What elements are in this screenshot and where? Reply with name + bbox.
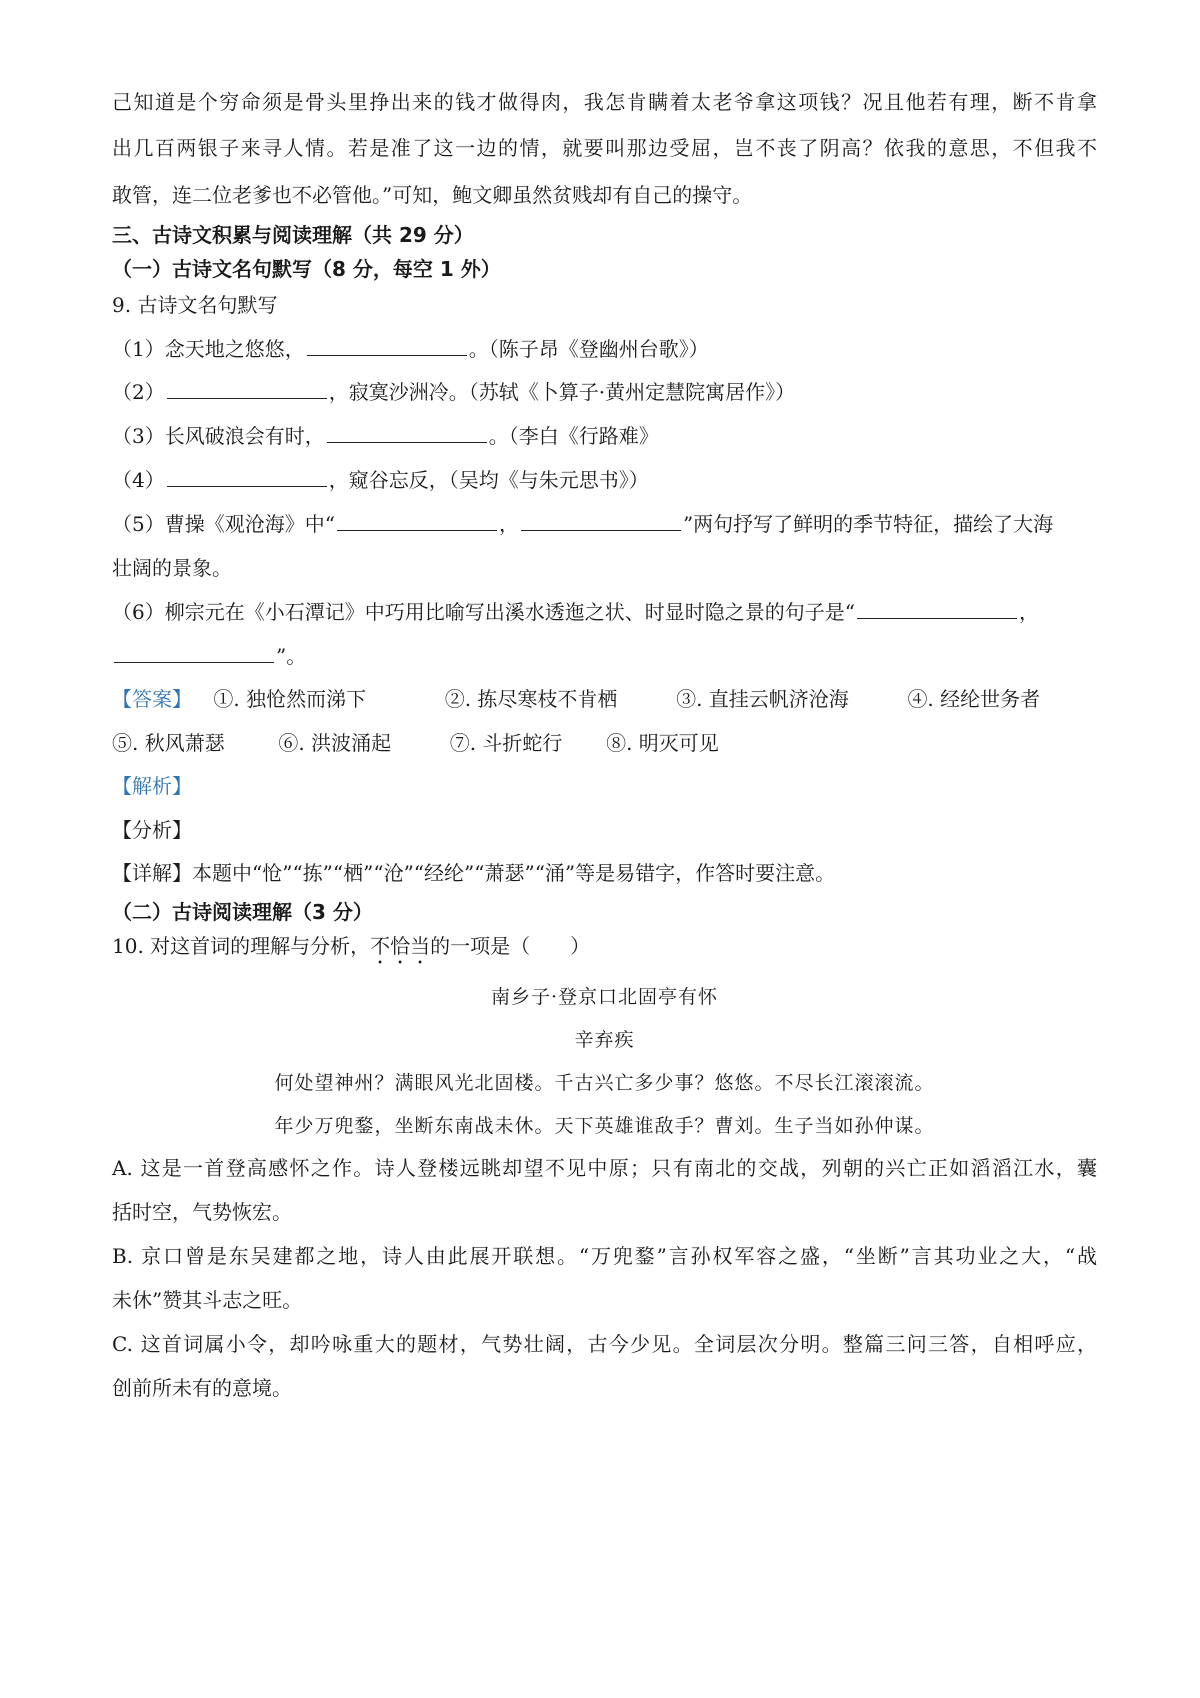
q9-item-5-prefix: （5）曹操《观沧海》中“ (112, 512, 335, 536)
section-3-heading: 三、古诗文积累与阅读理解（共 29 分） (112, 223, 474, 247)
q9-item-5-suffix: ”两句抒写了鲜明的季节特征，描绘了大海 (682, 512, 1054, 536)
answer-6: ⑥. 洪波涌起 (278, 731, 392, 755)
q9-item-4-prefix: （4） (112, 468, 165, 492)
subsection-2-heading: （二）古诗阅读理解（3 分） (112, 900, 373, 924)
q9-item-6-suffix: ”。 (276, 644, 307, 668)
answer-blank[interactable] (521, 512, 681, 531)
q9-item-6-prefix: （6）柳宗元在《小石潭记》中巧用比喻写出溪水透迤之状、时显时隐之景的句子是“ (112, 600, 855, 624)
answer-7: ⑦. 斗折蛇行 (449, 731, 563, 755)
intro-line-3: 敢管，连二位老爹也不必管他。”可知，鲍文卿虽然贫贱却有自己的操守。 (112, 183, 753, 207)
q9-item-6 (112, 597, 1039, 627)
q9-item-3 (112, 421, 659, 451)
option-b-line-2: 未休”赞其斗志之旺。 (112, 1288, 303, 1312)
q9-item-1-suffix: 。（陈子昂《登幽州台歌》） (468, 337, 709, 361)
question-10-stem (112, 931, 590, 969)
q10-stem-prefix: 10. 对这首词的理解与分析， (112, 934, 371, 958)
poem-title: 南乡子·登京口北固亭有怀 (490, 986, 719, 1008)
q9-item-4-suffix: ，窥谷忘反，（吴均《与朱元思书》） (328, 468, 649, 492)
q9-item-6-separator: ， (1018, 600, 1039, 624)
q9-item-2-suffix: ，寂寞沙洲冷。（苏轼《卜算子·黄州定慧院寓居作》） (328, 380, 796, 404)
answer-4: ④. 经纶世务者 (907, 687, 1041, 711)
answer-row-2 (112, 728, 719, 758)
q9-item-1-prefix: （1）念天地之悠悠， (112, 337, 305, 361)
option-a-line-2: 括时空，气势恢宏。 (112, 1200, 292, 1224)
answer-8: ⑧. 明灭可见 (606, 731, 719, 755)
q9-item-2-prefix: （2） (112, 380, 165, 404)
subsection-1-heading: （一）古诗文名句默写（8 分，每空 1 外） (112, 257, 501, 281)
option-c-line-2: 创前所未有的意境。 (112, 1376, 292, 1400)
analysis-detail: 【详解】本题中“怆”“拣”“栖”“沧”“经纶”“萧瑟”“涌”等是易错字，作答时要注意。 (112, 861, 836, 885)
intro-line-2: 出几百两银子来寻人情。若是准了这一边的情，就要叫那边受屈，岂不丧了阴高？依我的意思，不但我不 (112, 136, 1097, 160)
analysis-fenxi: 【分析】 (112, 818, 192, 842)
answer-2: ②. 拣尽寒枝不肯栖 (444, 687, 618, 711)
q9-item-5 (112, 509, 1053, 539)
q9-item-4 (112, 465, 649, 495)
q9-item-5-line-2: 壮阔的景象。 (112, 556, 232, 580)
answer-blank[interactable] (337, 512, 497, 531)
answer-blank[interactable] (307, 337, 467, 356)
answer-5: ⑤. 秋风萧瑟 (112, 731, 225, 755)
answer-blank[interactable] (167, 380, 327, 399)
q9-item-2 (112, 377, 795, 407)
q9-item-5-separator: ， (498, 512, 519, 536)
answer-blank[interactable] (167, 468, 327, 487)
q9-item-1 (112, 334, 709, 364)
answer-blank[interactable] (327, 424, 487, 443)
q10-emphasis-text: 不恰当 (370, 934, 431, 958)
answer-row-1 (112, 684, 1097, 714)
option-a-line-1: A. 这是一首登高感怀之作。诗人登楼远眺却望不见中原；只有南北的交战，列朝的兴亡正如滔滔江水，囊 (112, 1156, 1097, 1180)
answer-blank[interactable] (857, 600, 1017, 619)
poem-verse-2: 年少万兜鍪，坐断东南战未休。天下英雄谁敌手？曹刘。生子当如孙仲谋。 (274, 1115, 935, 1137)
answer-3: ③. 直挂云帆济沧海 (676, 687, 849, 711)
q9-item-3-prefix: （3）长风破浪会有时， (112, 424, 325, 448)
option-b-line-1: B. 京口曾是东吴建都之地，诗人由此展开联想。“万兜鍪”言孙权军容之盛，“坐断”言其功业之大，“战 (112, 1244, 1097, 1268)
q10-stem-suffix: 的一项是（ ） (430, 934, 591, 958)
poem-author: 辛弃疾 (574, 1029, 635, 1051)
q9-item-6-line-2 (112, 641, 306, 671)
analysis-tag: 【解析】 (112, 774, 192, 798)
answer-1: ①. 独怆然而涕下 (213, 687, 367, 711)
intro-line-1: 己知道是个穷命须是骨头里挣出来的钱才做得肉，我怎肯瞒着太老爷拿这项钱？况且他若有理，断不肯拿 (112, 90, 1097, 114)
poem-verse-1: 何处望神州？满眼风光北固楼。千古兴亡多少事？悠悠。不尽长江滚滚流。 (274, 1072, 935, 1094)
question-9-title: 9. 古诗文名句默写 (112, 293, 278, 317)
q9-item-3-suffix: 。（李白《行路难》 (488, 424, 659, 448)
option-c-line-1: C. 这首词属小令，却吟咏重大的题材，气势壮阔，古今少见。全词层次分明。整篇三问三答，自相呼应， (112, 1332, 1097, 1356)
answer-blank[interactable] (114, 644, 274, 663)
answer-tag: 【答案】 (112, 687, 192, 711)
